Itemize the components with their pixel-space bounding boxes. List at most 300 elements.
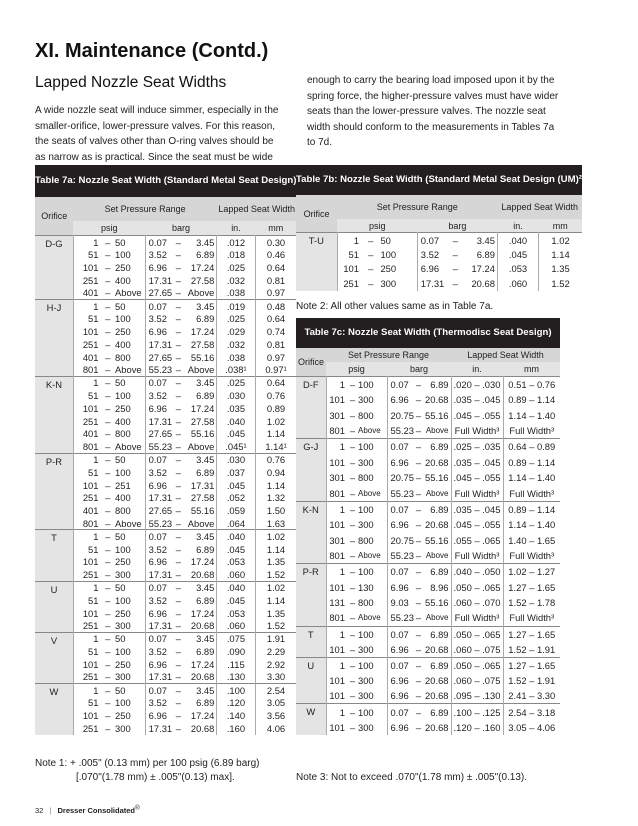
psig-to: Above xyxy=(358,423,387,439)
barg-to: 20.68 xyxy=(423,454,451,470)
table-row xyxy=(296,626,560,642)
psig-to: 100 xyxy=(115,248,145,261)
table-7c xyxy=(296,318,560,735)
width-in: .038¹ xyxy=(217,363,255,376)
barg-from: 6.96 xyxy=(148,658,167,670)
psig-dash: – xyxy=(349,534,356,546)
psig-dash: – xyxy=(105,338,111,350)
width-mm: 3.56 xyxy=(266,709,286,721)
psig-dash: – xyxy=(100,632,115,645)
psig-from: 301 xyxy=(329,534,345,546)
barg-to: Above xyxy=(184,287,217,300)
in-header: in. xyxy=(451,362,503,377)
table-row xyxy=(296,517,560,533)
barg-to: 20.68 xyxy=(184,568,217,581)
width-mm: 0.64 xyxy=(266,261,286,273)
barg-header: barg xyxy=(387,362,451,377)
barg-to: 6.89 xyxy=(184,645,217,658)
barg-dash: – xyxy=(415,690,422,702)
psig-to: 100 xyxy=(115,645,145,658)
psig-to: 250 xyxy=(115,658,145,671)
barg-dash: – xyxy=(175,313,182,325)
table-row xyxy=(35,402,296,415)
table-row xyxy=(35,581,296,594)
psig-dash: – xyxy=(347,377,358,393)
table-7c-title: Table 7c: Nozzle Seat Width (Thermodisc Seat Design) xyxy=(296,318,560,348)
psig-dash: – xyxy=(349,472,356,484)
orifice-cell: U xyxy=(35,581,73,632)
width-mm: 0.64 xyxy=(255,376,296,389)
barg-from: 55.23 xyxy=(390,487,414,499)
barg-from: 0.07 xyxy=(387,377,414,393)
psig-dash: – xyxy=(347,626,358,642)
barg-dash: – xyxy=(173,299,183,312)
barg-from: 0.07 xyxy=(145,299,173,312)
barg-from: 6.96 xyxy=(390,456,409,468)
width-mm: 0.97 xyxy=(266,351,286,363)
orifice-cell: D-G xyxy=(35,236,73,300)
psig-dash: – xyxy=(361,233,380,248)
width-in: .035 – .045 xyxy=(451,501,503,517)
table-7a-body xyxy=(35,236,296,735)
barg-to: Above xyxy=(423,423,451,439)
table-row xyxy=(35,722,296,735)
width-in: .050 – .065 xyxy=(451,657,503,673)
psig-dash: – xyxy=(105,325,111,337)
width-mm: 2.54 – 3.18 xyxy=(503,704,560,720)
barg-dash: – xyxy=(415,425,422,437)
table-row xyxy=(296,392,560,408)
psig-to: 300 xyxy=(380,276,417,291)
width-in: .053 xyxy=(217,607,255,620)
barg-to: 6.89 xyxy=(184,696,217,709)
barg-dash: – xyxy=(175,479,182,491)
psig-from: 401 xyxy=(82,505,99,517)
barg-from: 17.31 xyxy=(148,492,173,504)
width-in: .060 – .075 xyxy=(451,673,503,689)
barg-dash: – xyxy=(450,233,461,248)
width-in: .025 xyxy=(217,376,255,389)
width-in: Full Width³ xyxy=(451,548,503,564)
psig-dash: – xyxy=(368,263,374,275)
orifice-cell: K-N xyxy=(296,501,326,563)
psig-dash: – xyxy=(105,645,111,657)
width-mm: 0.48 xyxy=(255,299,296,312)
psig-to: 50 xyxy=(115,376,145,389)
barg-to: 20.68 xyxy=(184,619,217,632)
psig-to: 100 xyxy=(115,594,145,607)
barg-from: 0.07 xyxy=(145,453,173,466)
psig-dash: – xyxy=(105,440,111,452)
barg-from: 6.96 xyxy=(420,263,440,275)
psig-to: 100 xyxy=(358,564,387,580)
width-mm: 1.52 xyxy=(266,620,286,632)
barg-to: 6.89 xyxy=(423,657,451,673)
psig-to: 50 xyxy=(380,233,417,248)
width-mm: Full Width³ xyxy=(509,612,555,624)
barg-from: 20.75 xyxy=(390,472,414,484)
barg-from: 6.96 xyxy=(148,607,167,619)
orifice-cell: G-J xyxy=(296,439,326,501)
psig-from: 251 xyxy=(82,568,99,580)
barg-from: 6.96 xyxy=(390,643,409,655)
psig-from: 101 xyxy=(82,709,99,721)
barg-from: 6.96 xyxy=(390,581,409,593)
table-row xyxy=(35,607,296,620)
psig-dash: – xyxy=(349,690,356,702)
width-in: .040 xyxy=(217,415,255,428)
psig-from: 101 xyxy=(329,581,345,593)
table-row xyxy=(35,504,296,517)
width-in: .038 xyxy=(217,351,255,364)
orifice-cell: H-J xyxy=(35,299,73,376)
width-in: .045 – .055 xyxy=(451,517,503,533)
psig-to: 250 xyxy=(115,261,145,274)
psig-to: 800 xyxy=(358,408,387,424)
psig-dash: – xyxy=(100,453,115,466)
width-mm: Full Width³ xyxy=(509,550,555,562)
psig-dash: – xyxy=(349,721,356,733)
psig-to: Above xyxy=(115,440,145,453)
psig-from: 101 xyxy=(329,675,345,687)
width-mm: 1.27 – 1.65 xyxy=(508,581,556,593)
psig-to: Above xyxy=(358,610,387,626)
psig-to: 400 xyxy=(115,415,145,428)
orifice-cell: K-N xyxy=(35,376,73,453)
width-mm: 1.27 – 1.65 xyxy=(503,657,560,673)
psig-to: 50 xyxy=(115,236,145,249)
table-row xyxy=(296,377,560,393)
barg-dash: – xyxy=(415,487,422,499)
psig-from: 51 xyxy=(88,389,99,401)
psig-to: 300 xyxy=(115,722,145,735)
note-3: Note 3: Not to exceed .070"(1.78 mm) ± .005"(0.13). xyxy=(296,772,528,783)
barg-dash: – xyxy=(414,377,423,393)
barg-to: 3.45 xyxy=(184,632,217,645)
psig-dash: – xyxy=(347,704,358,720)
psig-dash: – xyxy=(347,657,358,673)
psig-from: 801 xyxy=(329,550,345,562)
psig-from: 131 xyxy=(329,597,345,609)
psig-from: 251 xyxy=(82,415,99,427)
psig-from: 801 xyxy=(329,487,345,499)
barg-dash: – xyxy=(175,517,182,529)
psig-from: 251 xyxy=(82,492,99,504)
width-mm: 1.52 xyxy=(551,277,570,289)
psig-dash: – xyxy=(349,581,356,593)
barg-from: 6.96 xyxy=(390,690,409,702)
barg-from: 3.52 xyxy=(148,313,167,325)
barg-to: 3.45 xyxy=(184,236,217,249)
barg-from: 55.23 xyxy=(148,364,173,376)
width-mm: 1.27 – 1.65 xyxy=(503,626,560,642)
psig-to: 800 xyxy=(115,351,145,364)
barg-to: 55.16 xyxy=(423,595,451,611)
width-mm: 1.63 xyxy=(266,517,286,529)
psig-dash: – xyxy=(349,643,356,655)
width-mm: 1.14 xyxy=(266,428,286,440)
width-in: .037 xyxy=(217,466,255,479)
psig-from: 101 xyxy=(82,607,99,619)
psig-to: 800 xyxy=(358,470,387,486)
barg-from: 6.96 xyxy=(148,402,167,414)
psig-dash: – xyxy=(349,456,356,468)
table-row xyxy=(35,645,296,658)
table-row xyxy=(35,427,296,440)
psig-to: 100 xyxy=(115,543,145,556)
table-row xyxy=(35,568,296,581)
psig-dash: – xyxy=(105,620,111,632)
barg-to: Above xyxy=(423,486,451,502)
barg-to: Above xyxy=(184,517,217,530)
table-row xyxy=(35,261,296,274)
table-row xyxy=(35,709,296,722)
psig-to: 130 xyxy=(358,579,387,595)
width-in: .053 xyxy=(217,555,255,568)
barg-to: 6.89 xyxy=(423,439,451,455)
psig-to: 400 xyxy=(115,274,145,287)
psig-from: 1 xyxy=(337,233,361,248)
psig-dash: – xyxy=(349,550,356,562)
width-in: .045 xyxy=(217,543,255,556)
psig-from: 51 xyxy=(348,248,359,260)
barg-dash: – xyxy=(175,428,182,440)
width-in: .115 xyxy=(217,658,255,671)
table-row xyxy=(296,470,560,486)
table-row xyxy=(296,247,582,262)
barg-from: 0.07 xyxy=(145,530,173,543)
width-mm: 0.89 – 1.14 xyxy=(503,501,560,517)
barg-from: 27.65 xyxy=(148,287,173,299)
barg-dash: – xyxy=(414,657,423,673)
barg-dash: – xyxy=(175,389,182,401)
psig-to: 50 xyxy=(115,632,145,645)
width-mm: 0.81 xyxy=(266,338,286,350)
barg-header: barg xyxy=(417,219,497,233)
width-in: Full Width³ xyxy=(451,486,503,502)
width-in: .045 xyxy=(497,247,538,262)
psig-from: 251 xyxy=(82,620,99,632)
barg-to: 6.89 xyxy=(461,247,498,262)
barg-to: 27.58 xyxy=(184,415,217,428)
barg-dash: – xyxy=(415,581,422,593)
width-in: .035 xyxy=(217,402,255,415)
psig-to: 100 xyxy=(115,466,145,479)
psig-dash: – xyxy=(349,519,356,531)
barg-from: 17.31 xyxy=(148,568,173,580)
barg-from: 27.65 xyxy=(148,351,173,363)
barg-to: 20.68 xyxy=(184,722,217,735)
width-in: .053 xyxy=(497,262,538,277)
barg-dash: – xyxy=(175,287,182,299)
table-row xyxy=(35,619,296,632)
table-row xyxy=(35,671,296,684)
psig-to: 50 xyxy=(115,581,145,594)
width-mm: 2.92 xyxy=(266,658,286,670)
barg-dash: – xyxy=(415,643,422,655)
barg-to: 20.68 xyxy=(423,688,451,704)
barg-from: 3.52 xyxy=(148,543,167,555)
psig-from: 251 xyxy=(82,722,99,734)
psig-from: 101 xyxy=(343,263,359,275)
width-mm: 2.54 xyxy=(255,683,296,696)
width-in: .120 xyxy=(217,696,255,709)
barg-to: 20.68 xyxy=(184,671,217,684)
table-row xyxy=(296,439,560,455)
psig-to: 300 xyxy=(358,454,387,470)
width-mm: 1.35 xyxy=(551,263,570,275)
barg-dash: – xyxy=(414,564,423,580)
barg-from: 17.31 xyxy=(148,620,173,632)
barg-from: 55.23 xyxy=(390,550,414,562)
table-7b-title: Table 7b: Nozzle Seat Width (Standard Metal Seat Design (UM)² xyxy=(296,165,582,195)
width-in: .038 xyxy=(217,287,255,300)
note-2: Note 2: All other values same as in Table 7a. xyxy=(296,301,494,312)
barg-to: 6.89 xyxy=(423,501,451,517)
table-row xyxy=(35,312,296,325)
psig-to: 100 xyxy=(115,696,145,709)
barg-dash: – xyxy=(414,501,423,517)
width-mm: Full Width³ xyxy=(509,425,555,437)
width-in: .090 xyxy=(217,645,255,658)
psig-from: 101 xyxy=(82,402,99,414)
barg-to: 17.24 xyxy=(184,402,217,415)
psig-from: 801 xyxy=(329,425,345,437)
table-7a-title: Table 7a: Nozzle Seat Width (Standard Metal Seat Design) xyxy=(35,165,296,197)
width-mm: 1.02 xyxy=(255,530,296,543)
width-mm: 3.30 xyxy=(266,671,286,683)
barg-to: 17.24 xyxy=(184,261,217,274)
psig-from: 1 xyxy=(326,626,347,642)
psig-from: 301 xyxy=(329,472,345,484)
width-mm: 1.52 – 1.91 xyxy=(508,643,556,655)
set-pressure-header: Set Pressure Range xyxy=(326,348,451,362)
barg-dash: – xyxy=(175,658,182,670)
barg-dash: – xyxy=(175,440,182,452)
barg-dash: – xyxy=(175,351,182,363)
barg-dash: – xyxy=(415,519,422,531)
width-mm: 0.51 – 0.76 xyxy=(503,377,560,393)
table-row xyxy=(296,532,560,548)
psig-dash: – xyxy=(105,556,111,568)
psig-dash: – xyxy=(100,530,115,543)
barg-dash: – xyxy=(175,274,182,286)
barg-to: 6.89 xyxy=(184,594,217,607)
psig-from: 101 xyxy=(329,519,345,531)
width-in: .045 xyxy=(217,427,255,440)
barg-from: 55.23 xyxy=(390,612,414,624)
psig-to: 300 xyxy=(115,671,145,684)
psig-to: 100 xyxy=(115,389,145,402)
barg-from: 17.31 xyxy=(148,415,173,427)
orifice-header: Orifice xyxy=(296,348,326,377)
table-row xyxy=(296,579,560,595)
psig-dash: – xyxy=(105,402,111,414)
orifice-header: Orifice xyxy=(35,197,73,236)
note-1-line-1: Note 1: + .005" (0.13 mm) per 100 psig (6.89 barg) xyxy=(35,758,260,769)
psig-dash: – xyxy=(347,564,358,580)
in-header: in. xyxy=(497,219,538,233)
psig-from: 51 xyxy=(88,645,99,657)
barg-dash: – xyxy=(173,581,183,594)
width-mm: 3.05 – 4.06 xyxy=(508,721,556,733)
barg-dash: – xyxy=(175,607,182,619)
table-row xyxy=(296,673,560,689)
psig-to: 300 xyxy=(358,392,387,408)
width-mm: 0.97¹ xyxy=(265,364,287,376)
width-in: .025 xyxy=(217,261,255,274)
barg-from: 17.31 xyxy=(148,338,173,350)
orifice-cell: W xyxy=(296,704,326,735)
width-in: .140 xyxy=(217,709,255,722)
orifice-cell: P-R xyxy=(296,564,326,626)
barg-from: 3.52 xyxy=(148,594,167,606)
psig-to: 50 xyxy=(115,530,145,543)
table-row xyxy=(296,564,560,580)
barg-to: 17.24 xyxy=(184,709,217,722)
barg-dash: – xyxy=(173,632,183,645)
width-in: .045 – .055 xyxy=(451,470,503,486)
barg-to: 3.45 xyxy=(184,453,217,466)
psig-from: 251 xyxy=(82,338,99,350)
psig-dash: – xyxy=(105,364,111,376)
psig-dash: – xyxy=(105,466,111,478)
table-row xyxy=(296,262,582,277)
barg-from: 20.75 xyxy=(390,409,414,421)
psig-dash: – xyxy=(105,492,111,504)
width-in: .050 – .065 xyxy=(451,579,503,595)
barg-to: 6.89 xyxy=(423,626,451,642)
width-in: .130 xyxy=(217,671,255,684)
barg-to: 3.45 xyxy=(184,683,217,696)
psig-dash: – xyxy=(368,277,374,289)
barg-from: 27.65 xyxy=(148,505,173,517)
width-in: .035 – .045 xyxy=(451,392,503,408)
psig-from: 51 xyxy=(88,543,99,555)
barg-from: 6.96 xyxy=(148,479,167,491)
width-in: .060 xyxy=(217,568,255,581)
width-in: .045¹ xyxy=(217,440,255,453)
width-mm: 0.76 xyxy=(255,453,296,466)
barg-from: 0.07 xyxy=(145,632,173,645)
psig-to: Above xyxy=(115,363,145,376)
table-row xyxy=(35,376,296,389)
barg-from: 0.07 xyxy=(145,581,173,594)
table-row xyxy=(296,704,560,720)
psig-to: 251 xyxy=(115,479,145,492)
width-mm: 2.29 xyxy=(266,645,286,657)
psig-to: 400 xyxy=(115,338,145,351)
barg-from: 6.96 xyxy=(148,709,167,721)
psig-dash: – xyxy=(347,439,358,455)
psig-dash: – xyxy=(105,568,111,580)
barg-from: 3.52 xyxy=(148,466,167,478)
lapped-width-header: Lapped Seat Width xyxy=(497,195,582,219)
psig-to: 300 xyxy=(115,568,145,581)
width-in: .019 xyxy=(217,299,255,312)
barg-from: 0.07 xyxy=(145,376,173,389)
psig-from: 101 xyxy=(329,394,345,406)
psig-to: 800 xyxy=(115,504,145,517)
table-row xyxy=(296,548,560,564)
psig-from: 251 xyxy=(343,277,359,289)
table-row xyxy=(296,408,560,424)
table-row xyxy=(296,688,560,704)
psig-from: 51 xyxy=(88,466,99,478)
psig-to: 300 xyxy=(358,688,387,704)
table-row xyxy=(296,720,560,736)
width-in: .040 xyxy=(217,581,255,594)
